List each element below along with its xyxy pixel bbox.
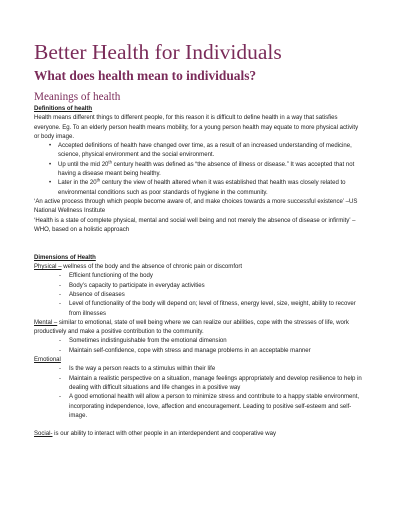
section-heading: Meanings of health xyxy=(34,91,121,103)
list-item: - Efficient functioning of the body xyxy=(69,272,364,281)
definitions-intro: Health means different things to different people, for this reason it is difficult to define health in a way that satisfies everyone. Eg. To an elderly person health means mobility, for a young person health may equate to more physical activity or body image. xyxy=(34,115,359,140)
physical-label: Physical – xyxy=(34,264,62,271)
list-item: - Level of functionality of the body will depend on; level of fitness, energy level, size, weight, ability to recover from illnesses xyxy=(69,300,364,319)
physical-dimension: Physical – wellness of the body and the absence of chronic pain or discomfort xyxy=(34,264,243,271)
definitions-bullet-list xyxy=(34,142,364,198)
spacer xyxy=(34,235,364,254)
definitions-heading: Definitions of health xyxy=(34,106,93,112)
document-title: Better Health for Individuals xyxy=(34,40,282,64)
mental-dimension: Mental – similar to emotional, state of well being where we can realize our abilities, cope with the stresses of life, work productively and make a positive contribution to the community. xyxy=(34,319,349,336)
physical-list xyxy=(34,272,364,318)
document-body xyxy=(34,105,364,440)
mental-list xyxy=(34,337,364,356)
quote-who: ‘Health is a state of complete physical, mental and social well being and not merely the absence of disease or infirmity’ – WHO, based on a holistic approach xyxy=(34,217,356,233)
definition-bullet: • Accepted definitions of health have changed over time, as a result of an increased understanding of medicine, science, physical environment and the social environment. xyxy=(58,142,364,161)
list-item: - Absence of diseases xyxy=(69,291,364,300)
list-item: - Is the way a person reacts to a stimulus within their life xyxy=(69,365,364,374)
emotional-list xyxy=(34,365,364,421)
list-item: - Maintain a realistic perspective on a situation, manage feelings appropriately and develop resilience to help in dealing with difficult situations and life changes in a positive way xyxy=(69,375,364,394)
social-label: Social- xyxy=(34,431,53,438)
quote-wellness-institute: ‘An active process through which people become aware of, and make choices towards a more successful existence’ –US National Wellness Institute xyxy=(34,198,358,215)
mental-label: Mental – xyxy=(34,319,58,326)
dimensions-heading: Dimensions of Health xyxy=(34,254,96,261)
definition-bullet: • Later in the 20th century the view of health altered when it was established that health was closely related to environmental conditions such as poor standards of hygiene in the community. xyxy=(58,179,364,198)
list-item: - Maintain self-confidence, cope with stress and manage problems in an acceptable manner xyxy=(69,347,364,356)
list-item: - Sometimes indistinguishable from the emotional dimension xyxy=(69,337,364,346)
emotional-label: Emotional xyxy=(34,357,61,364)
spacer xyxy=(34,421,364,430)
list-item: - Body’s capacity to participate in everyday activities xyxy=(69,282,364,291)
social-dimension: Social- is our ability to interact with other people in an interdependent and cooperative way xyxy=(34,431,277,438)
definition-bullet: • Up until the mid 20th century health was defined as “the absence of illness or disease.” It was accepted that not having a disease meant being healthy. xyxy=(58,161,364,180)
document-subtitle: What does health mean to individuals? xyxy=(34,68,257,83)
list-item: - A good emotional health will allow a person to minimize stress and contribute to a happy stable environment, incorporating independence, love, affection and encouragement. Leading to positive self-esteem and self-image. xyxy=(69,393,364,421)
